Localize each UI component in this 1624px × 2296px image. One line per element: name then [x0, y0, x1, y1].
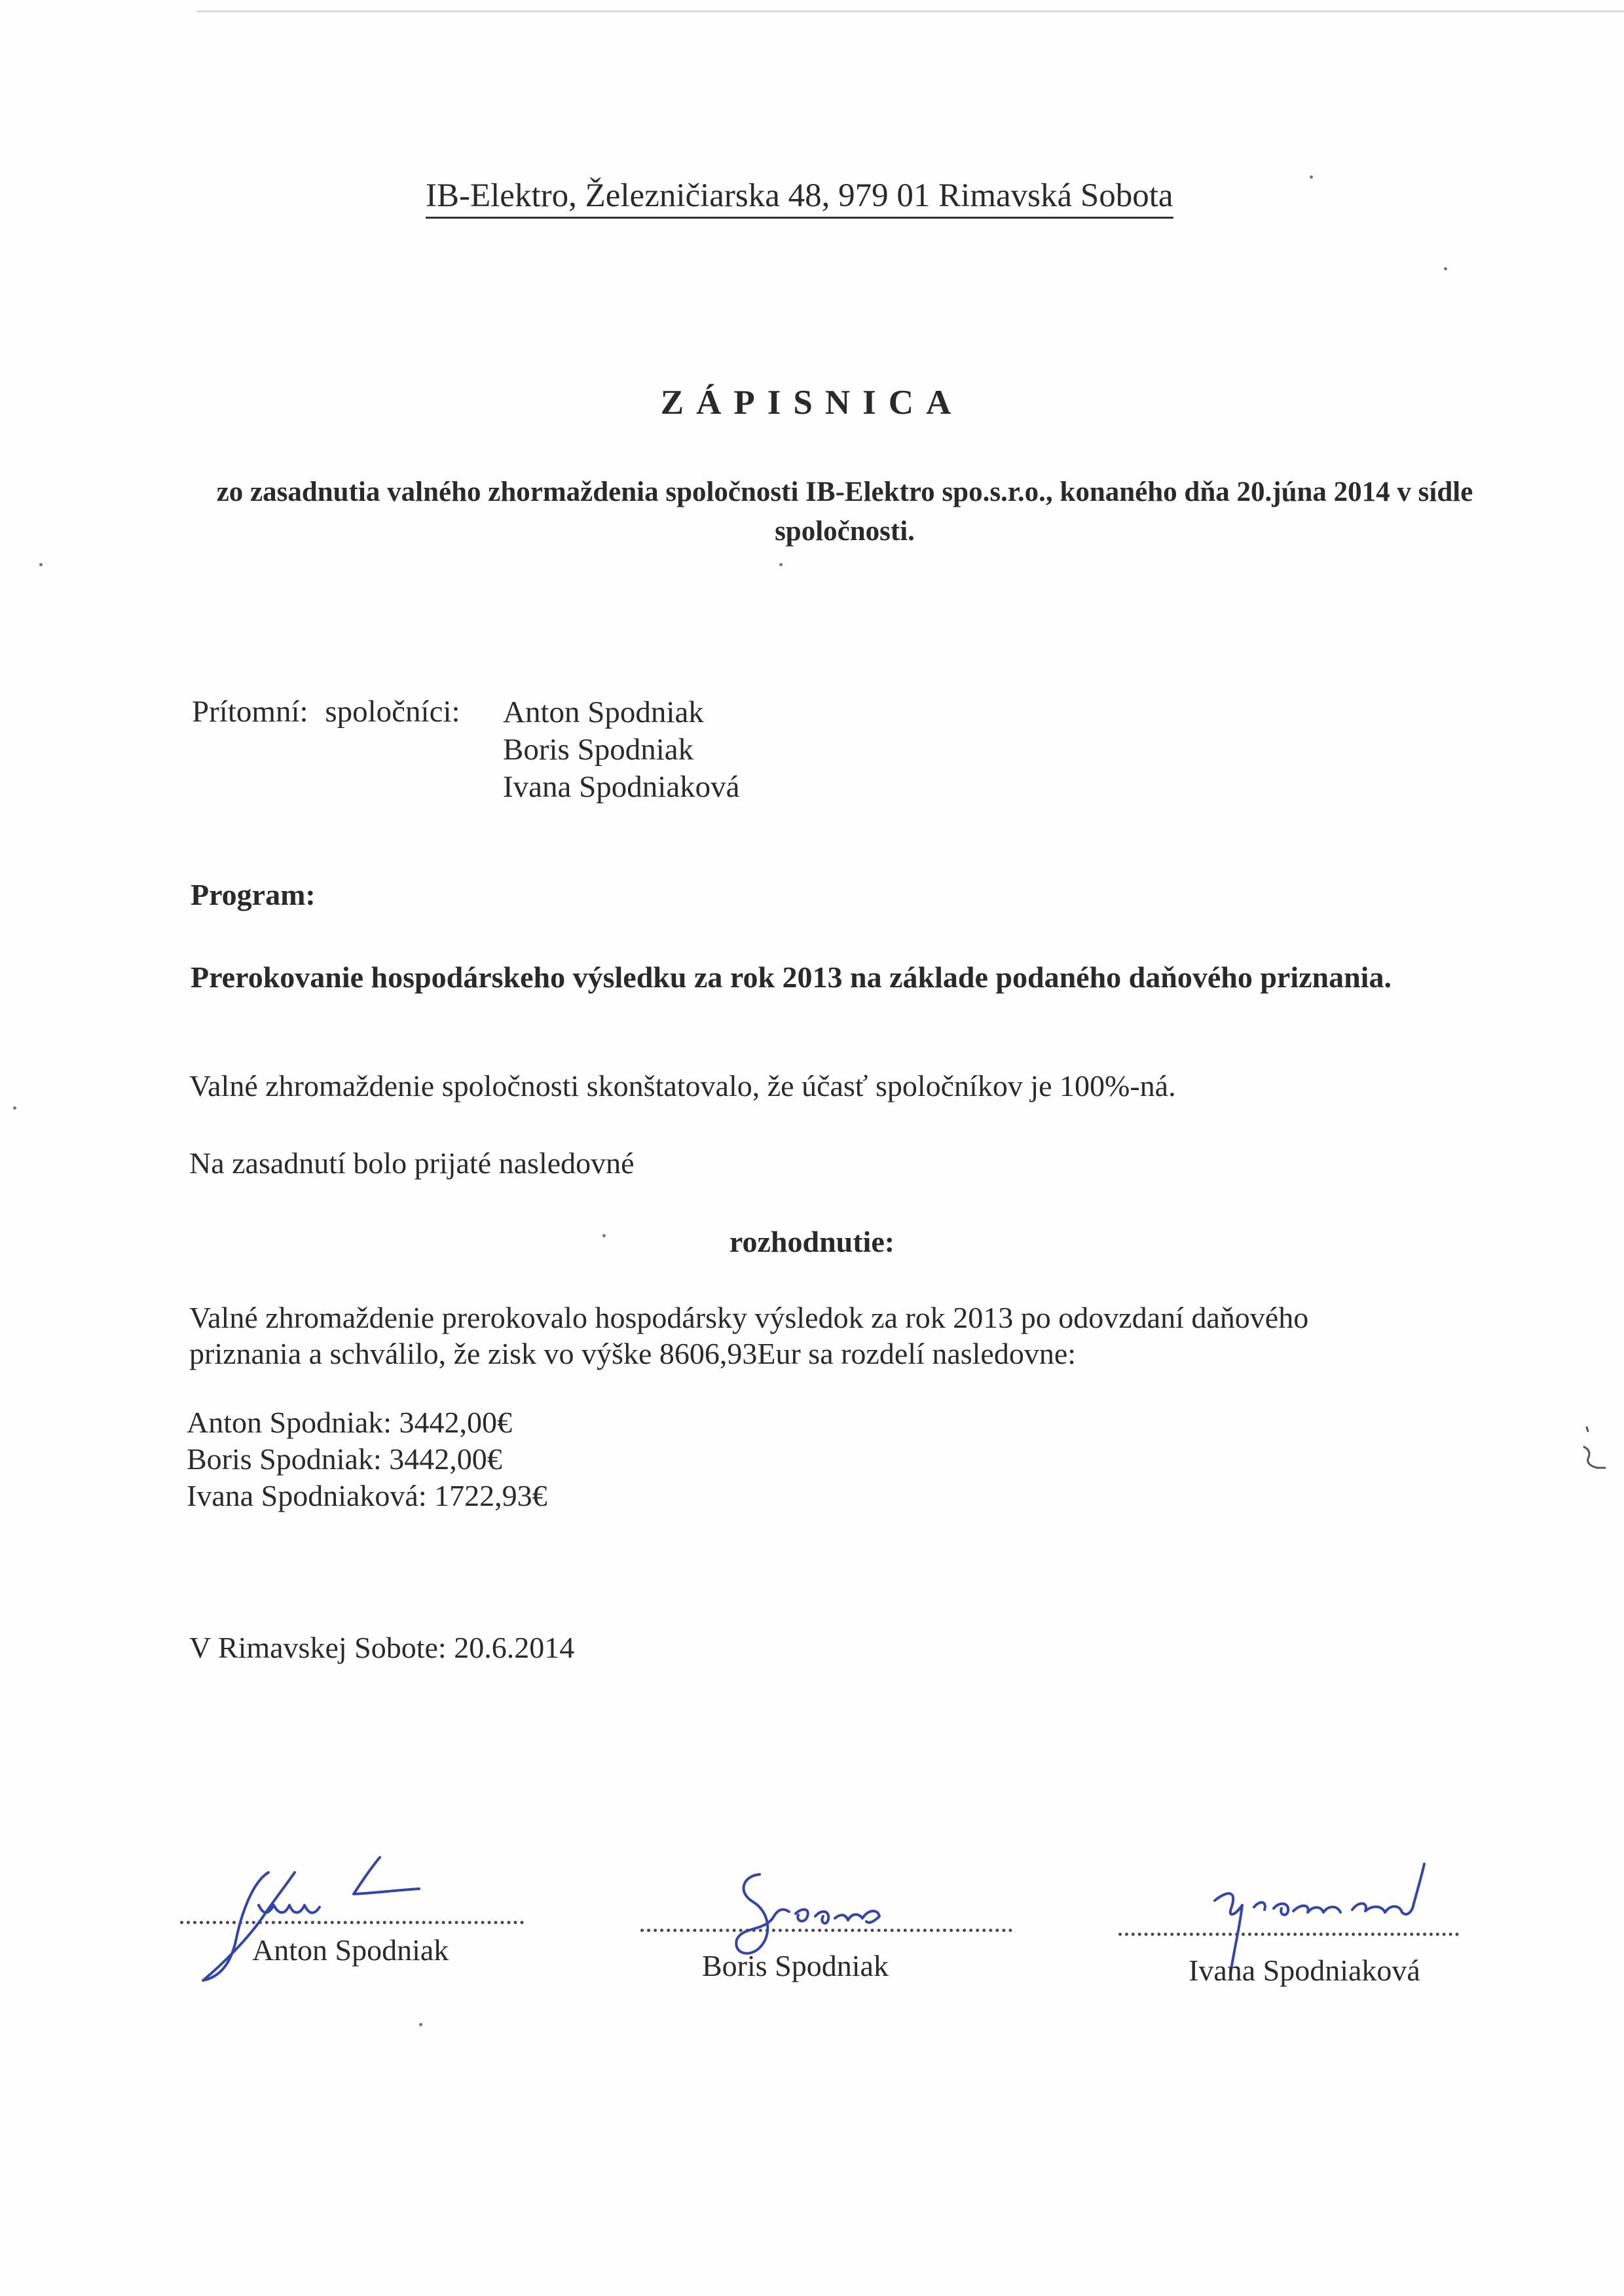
scan-speck — [39, 563, 43, 566]
document-title: ZÁPISNICA — [660, 384, 964, 422]
program-label: Program: — [191, 878, 316, 911]
program-text: Prerokovanie hospodárskeho výsledku za rok 2013 na základe podaného daňového priznania. — [191, 960, 1392, 994]
adopted-paragraph: Na zasadnutí bolo prijaté nasledovné — [189, 1146, 635, 1180]
share-item: Boris Spodniak: 3442,00€ — [187, 1442, 502, 1476]
scan-speck — [1444, 267, 1447, 270]
signature-name-3: Ivana Spodniaková — [1189, 1954, 1420, 1987]
decision-text — [189, 1300, 1308, 1372]
attendance-label: Prítomní: spoločníci: — [192, 695, 460, 729]
share-item: Ivana Spodniaková: 1722,93€ — [187, 1479, 547, 1512]
scan-speck — [419, 2023, 422, 2026]
scan-speck — [779, 563, 783, 566]
member-item: Boris Spodniak — [503, 733, 694, 767]
attendance-members — [503, 694, 740, 806]
decision-text-line: Valné zhromaždenie prerokovalo hospodársky výsledok za rok 2013 po odovzdaní daňového — [189, 1301, 1309, 1334]
scan-speck — [1310, 175, 1313, 179]
share-item: Anton Spodniak: 3442,00€ — [187, 1406, 513, 1439]
signature-name-2: Boris Spodniak — [702, 1949, 889, 1982]
margin-handwritten-mark — [1575, 1421, 1614, 1480]
document-subtitle: zo zasadnutia valného zhormaždenia spoločnosti IB-Elektro spo.s.r.o., konaného dňa 20.júna 2014 v sídle spoločnosti. — [216, 477, 1473, 547]
company-header: IB-Elektro, Železničiarska 48, 979 01 Rimavská Sobota — [426, 177, 1173, 219]
scan-speck — [13, 1106, 16, 1110]
decision-heading: rozhodnutie: — [729, 1225, 895, 1258]
place-date: V Rimavskej Sobote: 20.6.2014 — [189, 1631, 575, 1664]
signature-anton-spodniak — [190, 1843, 439, 2000]
profit-shares — [187, 1404, 547, 1514]
member-item: Ivana Spodniaková — [503, 770, 740, 804]
decision-text-line: priznania a schválilo, že zisk vo výške 8606,93Eur sa rozdelí nasledovne: — [189, 1337, 1077, 1370]
scan-speck — [602, 1234, 606, 1237]
scan-edge-line — [196, 10, 1624, 12]
member-item: Anton Spodniak — [503, 695, 704, 729]
signature-name-1: Anton Spodniak — [252, 1933, 449, 1967]
quorum-paragraph: Valné zhromaždenie spoločnosti skonštatovalo, že účasť spoločníkov je 100%-ná. — [189, 1069, 1176, 1102]
